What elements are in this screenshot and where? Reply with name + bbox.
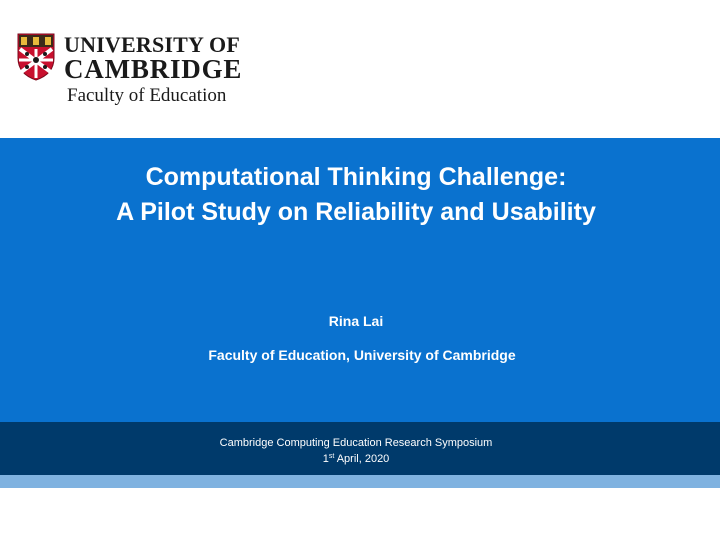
university-logo bbox=[16, 32, 242, 83]
author-name: Rina Lai bbox=[328, 313, 384, 329]
title-line2: A Pilot Study on Reliability and Usability bbox=[116, 198, 596, 226]
wordmark-line1: UNIVERSITY OF bbox=[64, 32, 240, 57]
cambridge-crest-icon bbox=[16, 32, 56, 82]
date-rest: April, 2020 bbox=[334, 453, 390, 465]
slide-header bbox=[0, 0, 720, 138]
event-name: Cambridge Computing Education Research Symposium bbox=[219, 437, 493, 449]
date-day: 1 bbox=[322, 453, 329, 465]
slide-title bbox=[0, 160, 712, 230]
title-line1: Computational Thinking Challenge: bbox=[145, 163, 567, 191]
event-date bbox=[0, 453, 712, 465]
faculty-name: Faculty of Education bbox=[67, 85, 227, 106]
date-suffix: st bbox=[328, 453, 335, 460]
university-wordmark bbox=[64, 34, 242, 83]
wordmark-line2: CAMBRIDGE bbox=[64, 54, 243, 84]
author-affiliation: Faculty of Education, University of Cambridge bbox=[208, 347, 516, 363]
accent-stripe bbox=[0, 475, 720, 488]
